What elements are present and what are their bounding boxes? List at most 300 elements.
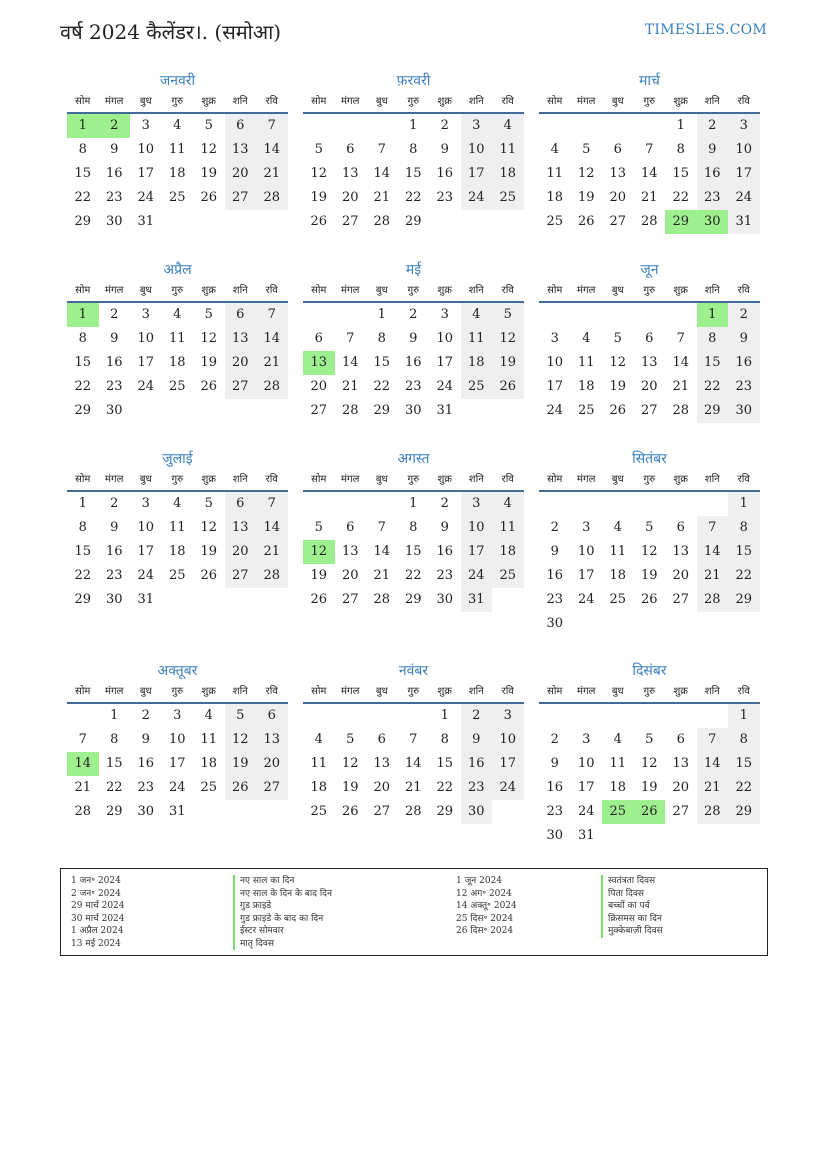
day-cell: 15 xyxy=(74,166,92,181)
day-cell: 31 xyxy=(728,210,760,234)
weekday-label: गुरु xyxy=(171,474,184,485)
day-cell: 13 xyxy=(672,544,690,559)
day-cell: 30 xyxy=(404,403,422,418)
weekday-label: सोम xyxy=(75,96,91,107)
day-cell: 3 xyxy=(582,520,591,535)
day-cell: 31 xyxy=(137,592,155,607)
legend-date: 14 अक्तू॰ 2024 xyxy=(456,901,517,911)
day-cell: 25 xyxy=(168,568,186,583)
weekday-label: गुरु xyxy=(407,474,420,485)
holiday-day-cell: 13 xyxy=(303,351,335,375)
day-cell: 9 xyxy=(110,142,119,157)
day-cell: 27 xyxy=(310,403,328,418)
day-cell: 21 xyxy=(640,190,658,205)
day-cell: 4 xyxy=(492,114,524,138)
weekday-label: गुरु xyxy=(643,474,656,485)
day-cell: 31 xyxy=(577,828,595,843)
day-cell: 18 xyxy=(492,540,524,564)
day-cell: 3 xyxy=(550,331,559,346)
weekday-label: बुध xyxy=(611,285,624,296)
legend-holiday-name: पिता दिवस xyxy=(601,888,663,901)
day-cell: 8 xyxy=(409,142,418,157)
weekday-label: शुक्र xyxy=(437,96,452,107)
day-cell: 4 xyxy=(204,708,213,723)
weekday-label: मंगल xyxy=(577,686,596,697)
day-cell: 16 xyxy=(436,166,454,181)
day-cell: 2 xyxy=(728,303,760,327)
weekday-header xyxy=(303,281,524,303)
weekday-header xyxy=(67,470,288,492)
day-cell: 19 xyxy=(492,351,524,375)
day-cell: 1 xyxy=(409,118,418,133)
day-cell: 10 xyxy=(137,142,155,157)
day-cell: 2 xyxy=(550,520,559,535)
weekday-header xyxy=(539,281,760,303)
empty-cell xyxy=(539,114,571,138)
day-cell: 2 xyxy=(110,496,119,511)
day-cell: 23 xyxy=(546,804,564,819)
day-cell: 6 xyxy=(346,520,355,535)
day-cell: 14 xyxy=(672,355,690,370)
day-cell: 14 xyxy=(404,756,422,771)
day-cell: 18 xyxy=(168,166,186,181)
day-cell: 20 xyxy=(341,568,359,583)
day-cell: 23 xyxy=(137,780,155,795)
day-cell: 29 xyxy=(74,592,92,607)
empty-cell xyxy=(398,704,430,728)
day-cell: 15 xyxy=(728,752,760,776)
day-cell: 15 xyxy=(74,544,92,559)
day-cell: 10 xyxy=(436,331,454,346)
day-cell: 28 xyxy=(640,214,658,229)
day-cell: 27 xyxy=(225,186,257,210)
legend-date: 13 मई 2024 xyxy=(71,938,121,949)
day-cell: 7 xyxy=(377,520,386,535)
legend-holiday-name: बच्चों का पर्व xyxy=(601,900,663,913)
day-cell: 18 xyxy=(168,355,186,370)
weekday-label: मंगल xyxy=(105,474,124,485)
days-grid xyxy=(539,704,760,848)
weekday-header xyxy=(303,470,524,492)
day-cell: 24 xyxy=(492,776,524,800)
day-cell: 17 xyxy=(461,540,493,564)
day-cell: 19 xyxy=(609,379,627,394)
empty-cell xyxy=(303,114,335,138)
day-cell: 12 xyxy=(492,327,524,351)
day-cell: 12 xyxy=(310,166,328,181)
day-cell: 12 xyxy=(640,756,658,771)
days-grid xyxy=(303,704,524,824)
month-calendar xyxy=(539,660,760,848)
day-cell: 31 xyxy=(436,403,454,418)
day-cell: 22 xyxy=(697,375,729,399)
day-cell: 12 xyxy=(609,355,627,370)
day-cell: 2 xyxy=(550,732,559,747)
legend-date: 1 जून 2024 xyxy=(456,876,503,886)
day-cell: 9 xyxy=(550,756,559,771)
day-cell: 22 xyxy=(373,379,391,394)
empty-cell xyxy=(697,704,729,728)
weekday-label: बुध xyxy=(611,474,624,485)
day-cell: 12 xyxy=(577,166,595,181)
legend-holiday-name: स्वतंत्रता दिवस xyxy=(601,875,663,888)
day-cell: 17 xyxy=(137,544,155,559)
day-cell: 5 xyxy=(582,142,591,157)
legend-date: 2 जन॰ 2024 xyxy=(71,888,121,899)
month-name: जनवरी xyxy=(159,73,196,89)
days-grid xyxy=(67,303,288,423)
day-cell: 20 xyxy=(672,568,690,583)
day-cell: 12 xyxy=(225,728,257,752)
day-cell: 20 xyxy=(225,351,257,375)
month-calendar xyxy=(67,660,288,824)
day-cell: 26 xyxy=(200,379,218,394)
month-calendar xyxy=(67,259,288,423)
weekday-label: रवि xyxy=(737,474,750,485)
day-cell: 20 xyxy=(225,540,257,564)
weekday-label: सोम xyxy=(75,474,91,485)
day-cell: 18 xyxy=(577,379,595,394)
day-cell: 9 xyxy=(697,138,729,162)
day-cell: 7 xyxy=(256,492,288,516)
day-cell: 24 xyxy=(577,592,595,607)
month-calendar xyxy=(539,448,760,636)
day-cell: 4 xyxy=(613,732,622,747)
day-cell: 8 xyxy=(377,331,386,346)
weekday-label: गुरु xyxy=(407,96,420,107)
weekday-label: शुक्र xyxy=(437,686,452,697)
day-cell: 6 xyxy=(346,142,355,157)
day-cell: 2 xyxy=(697,114,729,138)
day-cell: 17 xyxy=(728,162,760,186)
day-cell: 3 xyxy=(461,114,493,138)
day-cell: 22 xyxy=(74,190,92,205)
day-cell: 13 xyxy=(341,544,359,559)
weekday-label: शुक्र xyxy=(437,474,452,485)
day-cell: 14 xyxy=(341,355,359,370)
weekday-label: शुक्र xyxy=(201,686,216,697)
day-cell: 9 xyxy=(461,728,493,752)
weekday-label: सोम xyxy=(547,96,563,107)
empty-cell xyxy=(602,303,634,327)
day-cell: 9 xyxy=(141,732,150,747)
weekday-label: बुध xyxy=(139,474,152,485)
weekday-label: सोम xyxy=(311,686,327,697)
day-cell: 9 xyxy=(550,544,559,559)
day-cell: 22 xyxy=(728,564,760,588)
weekday-label: शनि xyxy=(232,285,248,296)
day-cell: 29 xyxy=(728,800,760,824)
day-cell: 25 xyxy=(168,190,186,205)
day-cell: 19 xyxy=(577,190,595,205)
day-cell: 16 xyxy=(404,355,422,370)
empty-cell xyxy=(335,303,367,327)
day-cell: 24 xyxy=(461,186,493,210)
weekday-header xyxy=(539,682,760,704)
day-cell: 21 xyxy=(256,540,288,564)
day-cell: 11 xyxy=(200,732,218,747)
legend-holiday-name: क्रिसमस का दिन xyxy=(601,913,663,926)
day-cell: 6 xyxy=(676,732,685,747)
empty-cell xyxy=(697,492,729,516)
empty-cell xyxy=(602,114,634,138)
day-cell: 19 xyxy=(225,752,257,776)
month-calendar xyxy=(303,448,524,612)
day-cell: 3 xyxy=(141,307,150,322)
weekday-label: गुरु xyxy=(171,96,184,107)
day-cell: 31 xyxy=(461,588,493,612)
day-cell: 21 xyxy=(697,564,729,588)
day-cell: 18 xyxy=(546,190,564,205)
day-cell: 9 xyxy=(110,520,119,535)
weekday-label: शनि xyxy=(468,96,484,107)
day-cell: 29 xyxy=(728,588,760,612)
day-cell: 21 xyxy=(672,379,690,394)
day-cell: 17 xyxy=(492,752,524,776)
days-grid xyxy=(303,303,524,423)
month-name: मार्च xyxy=(639,73,660,89)
day-cell: 23 xyxy=(461,776,493,800)
day-cell: 14 xyxy=(640,166,658,181)
day-cell: 8 xyxy=(440,732,449,747)
day-cell: 30 xyxy=(546,828,564,843)
weekday-label: रवि xyxy=(501,285,514,296)
day-cell: 11 xyxy=(492,138,524,162)
day-cell: 25 xyxy=(577,403,595,418)
day-cell: 5 xyxy=(346,732,355,747)
day-cell: 26 xyxy=(341,804,359,819)
day-cell: 23 xyxy=(105,190,123,205)
day-cell: 14 xyxy=(256,327,288,351)
month-name: जून xyxy=(640,262,659,278)
day-cell: 20 xyxy=(640,379,658,394)
day-cell: 5 xyxy=(204,307,213,322)
day-cell: 18 xyxy=(461,351,493,375)
empty-cell xyxy=(602,492,634,516)
empty-cell xyxy=(571,704,603,728)
day-cell: 2 xyxy=(440,118,449,133)
weekday-label: गुरु xyxy=(171,285,184,296)
holiday-day-cell: 14 xyxy=(67,752,99,776)
day-cell: 1 xyxy=(728,492,760,516)
month-name: अगस्त xyxy=(397,451,430,467)
day-cell: 20 xyxy=(672,780,690,795)
day-cell: 26 xyxy=(225,776,257,800)
day-cell: 4 xyxy=(582,331,591,346)
empty-cell xyxy=(366,492,398,516)
day-cell: 24 xyxy=(137,379,155,394)
day-cell: 16 xyxy=(728,351,760,375)
day-cell: 7 xyxy=(697,728,729,752)
day-cell: 30 xyxy=(461,800,493,824)
day-cell: 16 xyxy=(546,780,564,795)
day-cell: 23 xyxy=(697,186,729,210)
weekday-label: मंगल xyxy=(105,686,124,697)
day-cell: 30 xyxy=(105,592,123,607)
weekday-label: गुरु xyxy=(407,686,420,697)
day-cell: 23 xyxy=(105,568,123,583)
day-cell: 11 xyxy=(492,516,524,540)
day-cell: 25 xyxy=(492,186,524,210)
day-cell: 24 xyxy=(168,780,186,795)
day-cell: 24 xyxy=(137,190,155,205)
day-cell: 7 xyxy=(409,732,418,747)
day-cell: 17 xyxy=(436,355,454,370)
holiday-day-cell: 1 xyxy=(697,303,729,327)
holiday-day-cell: 2 xyxy=(99,114,131,138)
day-cell: 27 xyxy=(672,592,690,607)
day-cell: 25 xyxy=(310,804,328,819)
day-cell: 5 xyxy=(204,118,213,133)
day-cell: 8 xyxy=(78,142,87,157)
day-cell: 5 xyxy=(613,331,622,346)
day-cell: 13 xyxy=(672,756,690,771)
day-cell: 4 xyxy=(173,307,182,322)
empty-cell xyxy=(571,492,603,516)
weekday-label: रवि xyxy=(265,96,278,107)
empty-cell xyxy=(366,114,398,138)
weekday-label: रवि xyxy=(501,474,514,485)
day-cell: 19 xyxy=(310,568,328,583)
weekday-label: गुरु xyxy=(643,686,656,697)
day-cell: 9 xyxy=(440,520,449,535)
day-cell: 8 xyxy=(78,331,87,346)
day-cell: 17 xyxy=(577,780,595,795)
day-cell: 27 xyxy=(225,375,257,399)
day-cell: 4 xyxy=(492,492,524,516)
day-cell: 17 xyxy=(137,166,155,181)
day-cell: 14 xyxy=(373,544,391,559)
weekday-label: मंगल xyxy=(577,474,596,485)
month-name: जुलाई xyxy=(162,451,193,467)
empty-cell xyxy=(303,492,335,516)
weekday-label: सोम xyxy=(75,686,91,697)
day-cell: 11 xyxy=(577,355,595,370)
day-cell: 21 xyxy=(256,351,288,375)
day-cell: 10 xyxy=(492,728,524,752)
day-cell: 30 xyxy=(105,214,123,229)
day-cell: 21 xyxy=(373,190,391,205)
day-cell: 11 xyxy=(168,520,186,535)
day-cell: 9 xyxy=(110,331,119,346)
day-cell: 4 xyxy=(613,520,622,535)
day-cell: 27 xyxy=(256,776,288,800)
days-grid xyxy=(67,492,288,612)
day-cell: 13 xyxy=(640,355,658,370)
day-cell: 28 xyxy=(672,403,690,418)
weekday-label: रवि xyxy=(737,96,750,107)
day-cell: 15 xyxy=(672,166,690,181)
weekday-label: सोम xyxy=(311,285,327,296)
day-cell: 4 xyxy=(461,303,493,327)
legend-holiday-name: ईस्टर सोमवार xyxy=(233,925,332,938)
day-cell: 19 xyxy=(310,190,328,205)
day-cell: 16 xyxy=(546,568,564,583)
month-calendar xyxy=(303,70,524,234)
day-cell: 29 xyxy=(404,214,422,229)
day-cell: 1 xyxy=(409,496,418,511)
day-cell: 29 xyxy=(74,214,92,229)
weekday-label: शनि xyxy=(468,285,484,296)
day-cell: 6 xyxy=(377,732,386,747)
day-cell: 28 xyxy=(256,375,288,399)
weekday-label: बुध xyxy=(375,686,388,697)
day-cell: 6 xyxy=(676,520,685,535)
weekday-label: सोम xyxy=(547,474,563,485)
day-cell: 20 xyxy=(609,190,627,205)
day-cell: 3 xyxy=(492,704,524,728)
day-cell: 25 xyxy=(461,375,493,399)
empty-cell xyxy=(634,114,666,138)
day-cell: 7 xyxy=(697,516,729,540)
day-cell: 3 xyxy=(173,708,182,723)
weekday-label: मंगल xyxy=(105,285,124,296)
legend-left-names xyxy=(233,875,332,950)
empty-cell xyxy=(665,492,697,516)
day-cell: 30 xyxy=(137,804,155,819)
weekday-label: शनि xyxy=(704,285,720,296)
day-cell: 15 xyxy=(697,351,729,375)
day-cell: 7 xyxy=(256,303,288,327)
weekday-label: शनि xyxy=(468,686,484,697)
month-calendar xyxy=(303,660,524,824)
weekday-label: बुध xyxy=(611,96,624,107)
day-cell: 2 xyxy=(141,708,150,723)
weekday-label: शुक्र xyxy=(673,285,688,296)
day-cell: 4 xyxy=(314,732,323,747)
weekday-label: बुध xyxy=(375,474,388,485)
empty-cell xyxy=(335,704,367,728)
empty-cell xyxy=(335,114,367,138)
day-cell: 15 xyxy=(404,166,422,181)
day-cell: 6 xyxy=(225,492,257,516)
day-cell: 29 xyxy=(404,592,422,607)
day-cell: 22 xyxy=(436,780,454,795)
day-cell: 24 xyxy=(728,186,760,210)
days-grid xyxy=(67,704,288,824)
day-cell: 17 xyxy=(577,568,595,583)
day-cell: 12 xyxy=(200,142,218,157)
site-link[interactable]: TIMESLES.COM xyxy=(644,22,767,38)
legend-date: 1 अप्रैल 2024 xyxy=(71,926,124,936)
day-cell: 10 xyxy=(461,138,493,162)
empty-cell xyxy=(303,303,335,327)
legend-date: 29 मार्च 2024 xyxy=(71,901,125,911)
day-cell: 6 xyxy=(225,114,257,138)
day-cell: 29 xyxy=(697,399,729,423)
day-cell: 15 xyxy=(373,355,391,370)
day-cell: 17 xyxy=(168,756,186,771)
day-cell: 19 xyxy=(640,568,658,583)
weekday-header xyxy=(67,281,288,303)
weekday-label: बुध xyxy=(139,96,152,107)
weekday-label: गुरु xyxy=(643,96,656,107)
day-cell: 9 xyxy=(409,331,418,346)
day-cell: 8 xyxy=(78,520,87,535)
day-cell: 14 xyxy=(256,138,288,162)
day-cell: 15 xyxy=(436,756,454,771)
weekday-header xyxy=(303,682,524,704)
month-name: अप्रैल xyxy=(163,262,192,278)
day-cell: 28 xyxy=(256,186,288,210)
legend-date: 12 अग॰ 2024 xyxy=(456,888,512,899)
day-cell: 26 xyxy=(609,403,627,418)
day-cell: 15 xyxy=(74,355,92,370)
day-cell: 25 xyxy=(609,592,627,607)
day-cell: 8 xyxy=(697,327,729,351)
empty-cell xyxy=(602,704,634,728)
weekday-label: सोम xyxy=(547,285,563,296)
